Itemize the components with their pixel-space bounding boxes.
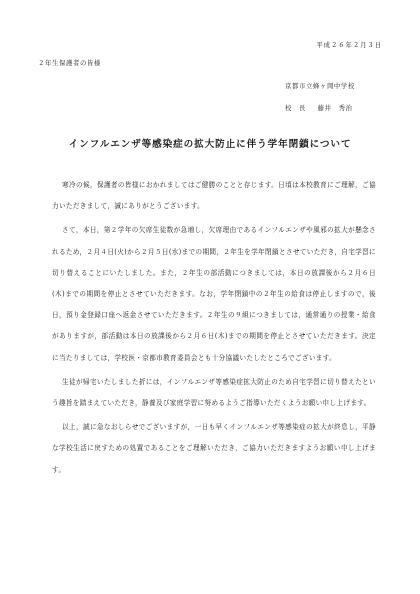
letter-date: 平成２６年２月３日: [316, 41, 382, 49]
school-name: 京都市立蜂ヶ岡中学校: [285, 82, 355, 90]
body-paragraph: 以上，誠に急なおしらせでございますが，一日も早くインフルエンザ等感染症の拡大が終息し，平静な学校生活に戻すための処置であることをご理解いただき，ご協力いただきますようお願い申し上げます。: [52, 423, 376, 474]
body-paragraph: 生徒が帰宅いたしました折には，インフルエンザ等感染症拡大防止のため自宅学習に切り替えたという趣旨を踏まえていただき，静養及び家庭学習に努めるようご指導いただくようお願い申し上げます。: [52, 377, 376, 408]
principal-line: [285, 97, 355, 119]
sender-block: [285, 75, 355, 119]
principal-role: 校 長: [285, 104, 306, 112]
principal-name: 藤井 秀治: [317, 104, 353, 112]
body-paragraph: 寒冷の候，保護者の皆様におかれましてはご健勝のことと存じます。日頃は本校教育にご理解，ご協力いただきまして，誠にありがとうございます。: [52, 181, 376, 211]
letter-title: インフルエンザ等感染症の拡大防止に伴う学年閉鎖について: [68, 139, 352, 150]
letter-body: [52, 175, 376, 482]
addressee: ２年生保護者の皆様: [38, 59, 101, 67]
body-paragraph: さて，本日，第２学年の欠席生徒数が急増し，欠席理由であるインフルエンザや風邪の拡大が懸念されるため，２月４日(火)から２月５日(水)までの期間，２年生を学年閉鎖とさせていただき，自宅学習に切り替えることにいたしました。また，２年生の部活動につきましては，本日の放課後から２月６日(木)までの期間を停止とさせていただきます。なお，学年閉鎖中の２年生の給食は停止しますので，後日，預り金登録口座へ返金させていただきます。２年生の９組につきましては，通常通りの授業・給食がありますが，部活動は本日の放課後から２月６日(木)までの期間を停止とさせていただきます。決定に当たりましては，学校医・京都市教育委員会とも十分協議いたしたところでございます。: [52, 226, 376, 362]
